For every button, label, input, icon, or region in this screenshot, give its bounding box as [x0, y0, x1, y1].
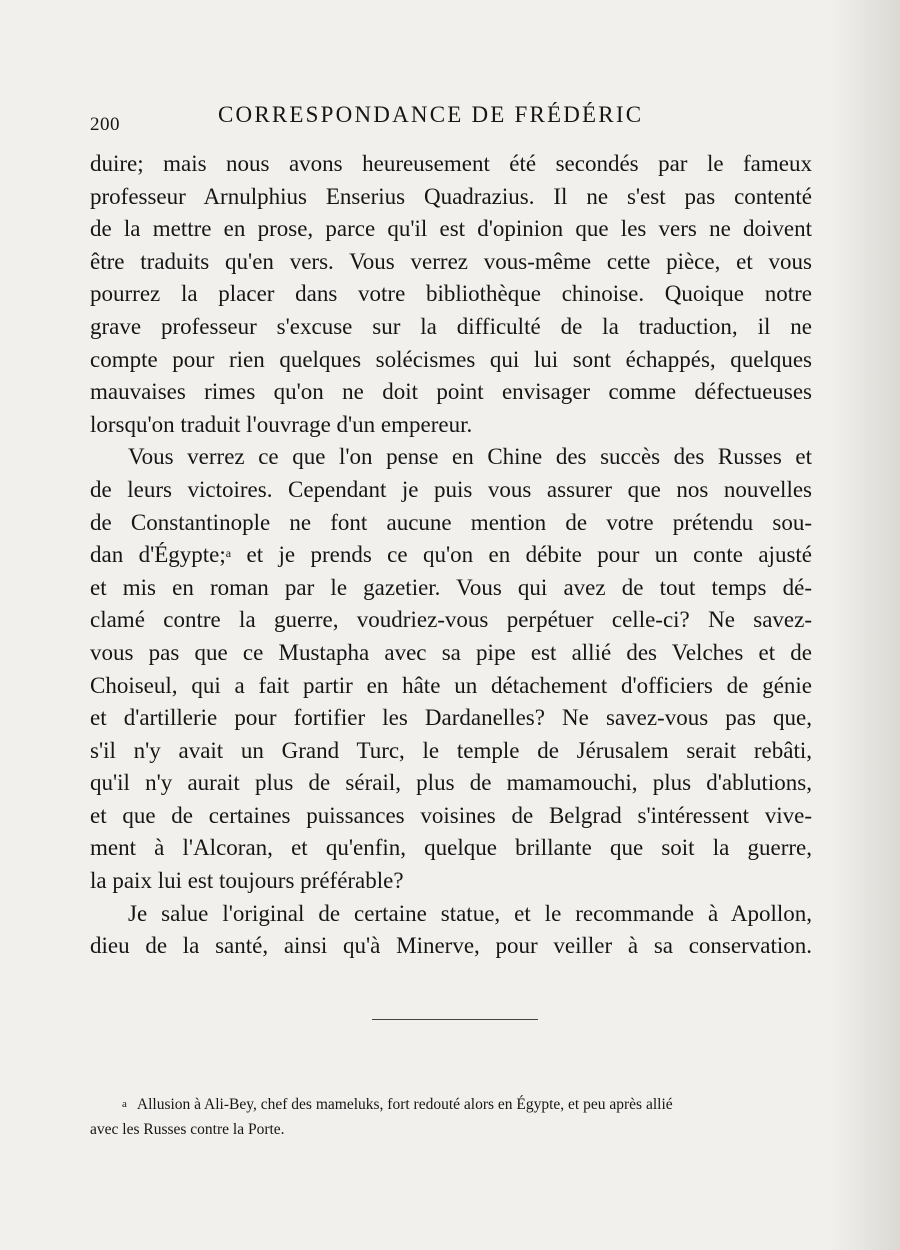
text-line: de Constantinople ne font aucune mention de votre prétendu sou-	[90, 509, 812, 535]
text-line: vous pas que ce Mustapha avec sa pipe est allié des Velches et de	[90, 639, 812, 665]
footnote-line: avec les Russes contre la Porte.	[90, 1121, 285, 1138]
text-line: lorsqu'on traduit l'ouvrage d'un empereur.	[90, 411, 473, 437]
paragraph-1	[90, 148, 812, 441]
page-header	[90, 102, 812, 136]
text-segment: et je prends ce qu'on en débite pour un conte ajusté	[231, 542, 812, 568]
text-segment: dan d'Égypte;	[90, 542, 226, 568]
text-line: être traduits qu'en vers. Vous verrez vous-même cette pièce, et vous	[90, 248, 812, 274]
text-line: de leurs victoires. Cependant je puis vous assurer que nos nouvelles	[90, 476, 812, 502]
text-line: grave professeur s'excuse sur la difficulté de la traduction, il ne	[90, 313, 812, 339]
footnote-line	[90, 1092, 830, 1117]
text-line: et que de certaines puissances voisines de Belgrad s'intéressent vive-	[90, 802, 812, 828]
text-line: professeur Arnulphius Enserius Quadrazius. Il ne s'est pas contenté	[90, 183, 812, 209]
text-line: qu'il n'y aurait plus de sérail, plus de mamamouchi, plus d'ablutions,	[90, 770, 812, 796]
footnote-marker: a	[122, 1098, 127, 1110]
footnote-reference: a	[225, 546, 232, 561]
text-line: compte pour rien quelques solécismes qui lui sont échappés, quelques	[90, 346, 812, 372]
text-line-with-note	[90, 539, 812, 572]
page-edge-shadow	[830, 0, 900, 1250]
text-line: dieu de la santé, ainsi qu'à Minerve, pour veiller à sa conservation.	[90, 933, 812, 959]
text-line: s'il n'y avait un Grand Turc, le temple de Jérusalem serait rebâti,	[90, 737, 812, 763]
text-line: de la mettre en prose, parce qu'il est d'opinion que les vers ne doivent	[90, 216, 812, 242]
text-line: Choiseul, qui a fait partir en hâte un détachement d'officiers de génie	[90, 672, 812, 698]
text-line: Je salue l'original de certaine statue, et le recommande à Apollon,	[128, 900, 812, 926]
running-title: CORRESPONDANCE DE FRÉDÉRIC	[218, 102, 644, 127]
text-line: ment à l'Alcoran, et qu'enfin, quelque brillante que soit la guerre,	[90, 835, 812, 861]
letter-body	[90, 148, 812, 963]
text-line: clamé contre la guerre, voudriez-vous perpétuer celle-ci? Ne savez-	[90, 607, 812, 633]
text-line: pourrez la placer dans votre bibliothèque chinoise. Quoique notre	[90, 281, 812, 307]
text-line: mauvaises rimes qu'on ne doit point envisager comme défectueuses	[90, 379, 812, 405]
text-line: la paix lui est toujours préférable?	[90, 868, 404, 894]
footnote-text: Allusion à Ali-Bey, chef des mameluks, fort redouté alors en Égypte, et peu après allié	[136, 1096, 673, 1113]
footnote-separator	[372, 1019, 538, 1020]
text-line: et d'artillerie pour fortifier les Dardanelles? Ne savez-vous pas que,	[90, 705, 812, 731]
paragraph-3	[90, 898, 812, 963]
paragraph-2	[90, 441, 812, 897]
text-line: duire; mais nous avons heureusement été secondés par le fameux	[90, 151, 812, 176]
footnote	[90, 1092, 830, 1142]
text-line: Vous verrez ce que l'on pense en Chine des succès des Russes et	[128, 444, 812, 470]
page-number: 200	[90, 114, 120, 135]
text-line: et mis en roman par le gazetier. Vous qui avez de tout temps dé-	[90, 574, 812, 600]
